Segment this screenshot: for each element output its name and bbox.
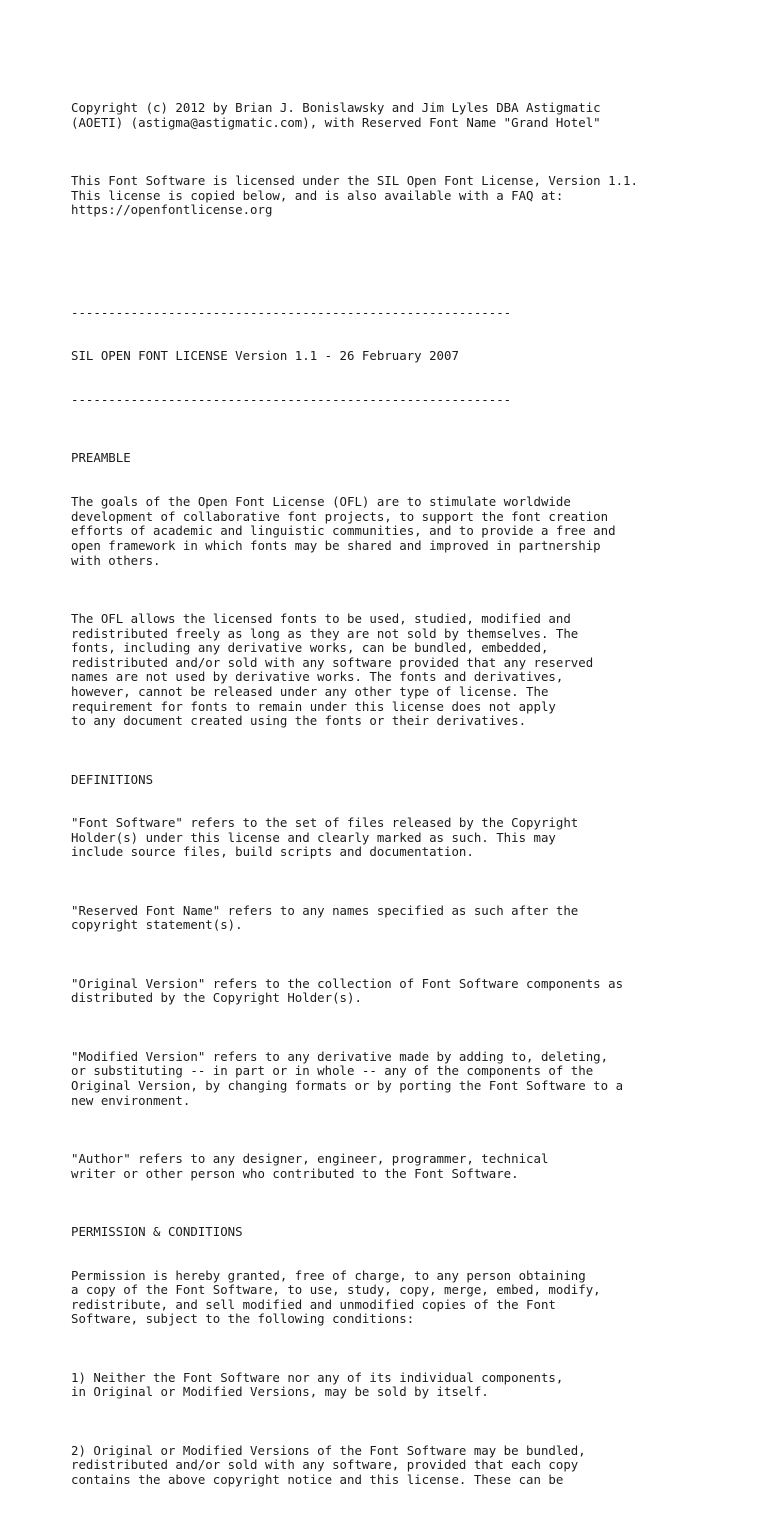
definition-reserved-font-name: "Reserved Font Name" refers to any names specified as such after the copyright statement(s).: [71, 902, 579, 933]
definition-original-version: "Original Version" refers to the collection of Font Software components as distributed by the Copyright Holder(s).: [71, 975, 624, 1006]
preamble-heading: PREAMBLE: [71, 450, 131, 466]
permission-heading: PERMISSION & CONDITIONS: [71, 1223, 243, 1239]
preamble-paragraph-1: The goals of the Open Font License (OFL) are to stimulate worldwide development of collaborative font projects, to support the font creation efforts of academic and linguistic communities, and to provide a free and open framework in which fonts may be shared and improved in partnership with others.: [71, 494, 616, 568]
permission-paragraph: Permission is hereby granted, free of charge, to any person obtaining a copy of the Font Software, to use, study, copy, merge, embed, modify, redistribute, and sell modified and unmodified copies of the Font Software, subject to the following conditions:: [71, 1267, 601, 1327]
preamble-paragraph-2: The OFL allows the licensed fonts to be used, studied, modified and redistributed freely as long as they are not sold by themselves. The fonts, including any derivative works, can be bundled, embedded, redistributed and/or sold with any software provided that any reserved names are not used by derivative works. The fonts and derivatives, however, cannot be released under any other type of license. The requirement for fonts to remain under this license does not apply to any document created using the fonts or their derivatives.: [71, 610, 594, 729]
blank-line: [71, 262, 751, 277]
condition-2: 2) Original or Modified Versions of the Font Software may be bundled, redistributed and/or sold with any software, provided that each copy contains the above copyright notice and this license. These can be: [71, 1442, 586, 1487]
divider-top: -----------------------------------------------------------: [71, 304, 512, 320]
license-title: SIL OPEN FONT LICENSE Version 1.1 - 26 February 2007: [71, 348, 459, 364]
license-notice: This Font Software is licensed under the SIL Open Font License, Version 1.1. This license is copied below, and is also available with a FAQ at: https://openfontlicense.org: [71, 173, 638, 218]
license-text: [71, 72, 751, 1531]
copyright-notice: Copyright (c) 2012 by Brian J. Bonislawsky and Jim Lyles DBA Astigmatic (AOETI) (astigma@astigmatic.com), with Reserved Font Name "Grand Hotel": [71, 100, 601, 130]
condition-1: 1) Neither the Font Software nor any of its individual components, in Original or Modified Versions, may be sold by itself.: [71, 1369, 564, 1400]
definition-font-software: "Font Software" refers to the set of files released by the Copyright Holder(s) under this license and clearly marked as such. This may include source files, build scripts and documentation.: [71, 815, 579, 860]
divider-bottom: -----------------------------------------------------------: [71, 392, 512, 408]
definition-modified-version: "Modified Version" refers to any derivative made by adding to, deleting, or substituting -- in part or in whole -- any of the components of the Original Version, by changing formats or by porting the Font Software to a new environment.: [71, 1048, 624, 1108]
definition-author: "Author" refers to any designer, engineer, programmer, technical writer or other person who contributed to the Font Software.: [71, 1150, 549, 1181]
definitions-heading: DEFINITIONS: [71, 771, 154, 787]
